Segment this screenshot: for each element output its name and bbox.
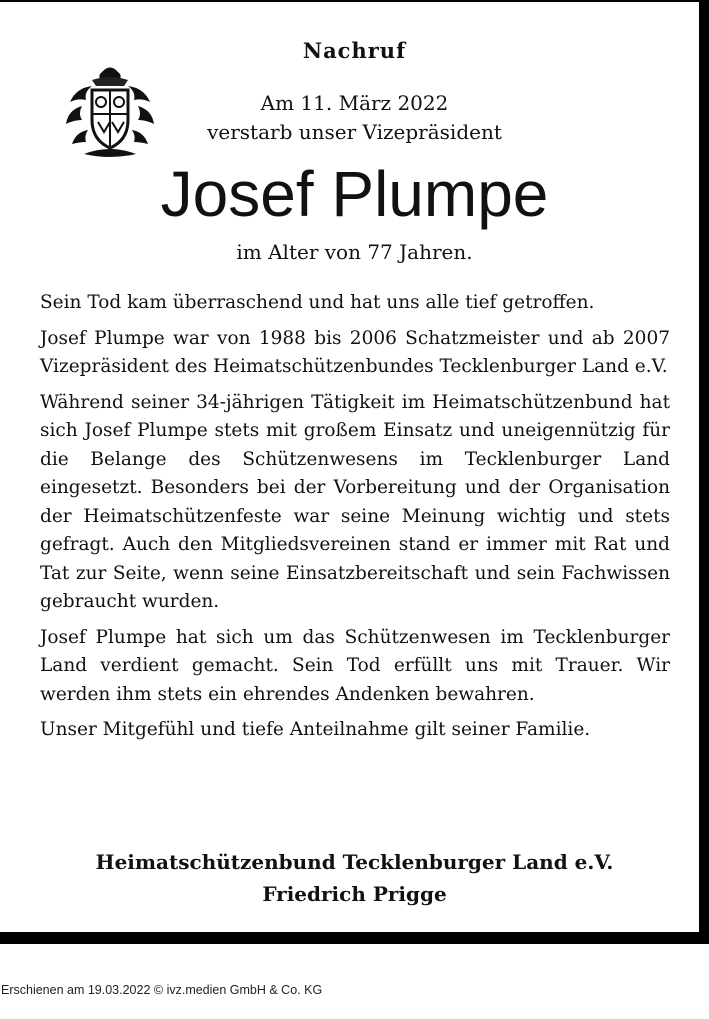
signer-organization: Heimatschützenbund Tecklenburger Land e.V.: [95, 850, 614, 874]
title-line: verstarb unser Vizepräsident: [207, 120, 502, 144]
signer-person: Friedrich Prigge: [262, 882, 447, 906]
paragraph: Josef Plumpe hat sich um das Schützenwesen im Tecklenburger Land verdient gemacht. Sein Tod erfüllt uns mit Trauer. Wir werden ihm stets ein ehrendes Andenken bewahren.: [40, 626, 670, 705]
paragraph: Unser Mitgefühl und tiefe Anteilnahme gilt seiner Familie.: [40, 719, 591, 740]
paragraph: Josef Plumpe war von 1988 bis 2006 Schatzmeister und ab 2007 Vizepräsident des Heimatschützenbundes Tecklenburger Land e.V.: [40, 327, 670, 377]
deceased-name: Josef Plumpe: [160, 158, 549, 230]
paragraph: Während seiner 34-jährigen Tätigkeit im Heimatschützenbund hat sich Josef Plumpe stets mit großem Einsatz und uneigennützig für die Belange des Schützenwesens im Tecklenburger Land eingesetzt. Besonders bei der Vorbereitung und der Organisation der Heimatschützenfeste war seine Meinung wichtig und stets gefragt. Auch den Mitgliedsvereinen stand er immer mit Rat und Tat zur Seite, wenn seine Einsatzbereitschaft und sein Fachwissen gebraucht wurden.: [40, 391, 670, 612]
notice-heading: Nachruf: [302, 38, 407, 63]
publication-footer: Erschienen am 19.03.2022 © ivz.medien GmbH & Co. KG: [1, 983, 323, 997]
paragraph: Sein Tod kam überraschend und hat uns alle tief getroffen.: [40, 292, 595, 313]
obituary-body: [40, 289, 670, 752]
death-date-line: Am 11. März 2022: [260, 91, 449, 115]
age-line: im Alter von 77 Jahren.: [236, 240, 473, 264]
